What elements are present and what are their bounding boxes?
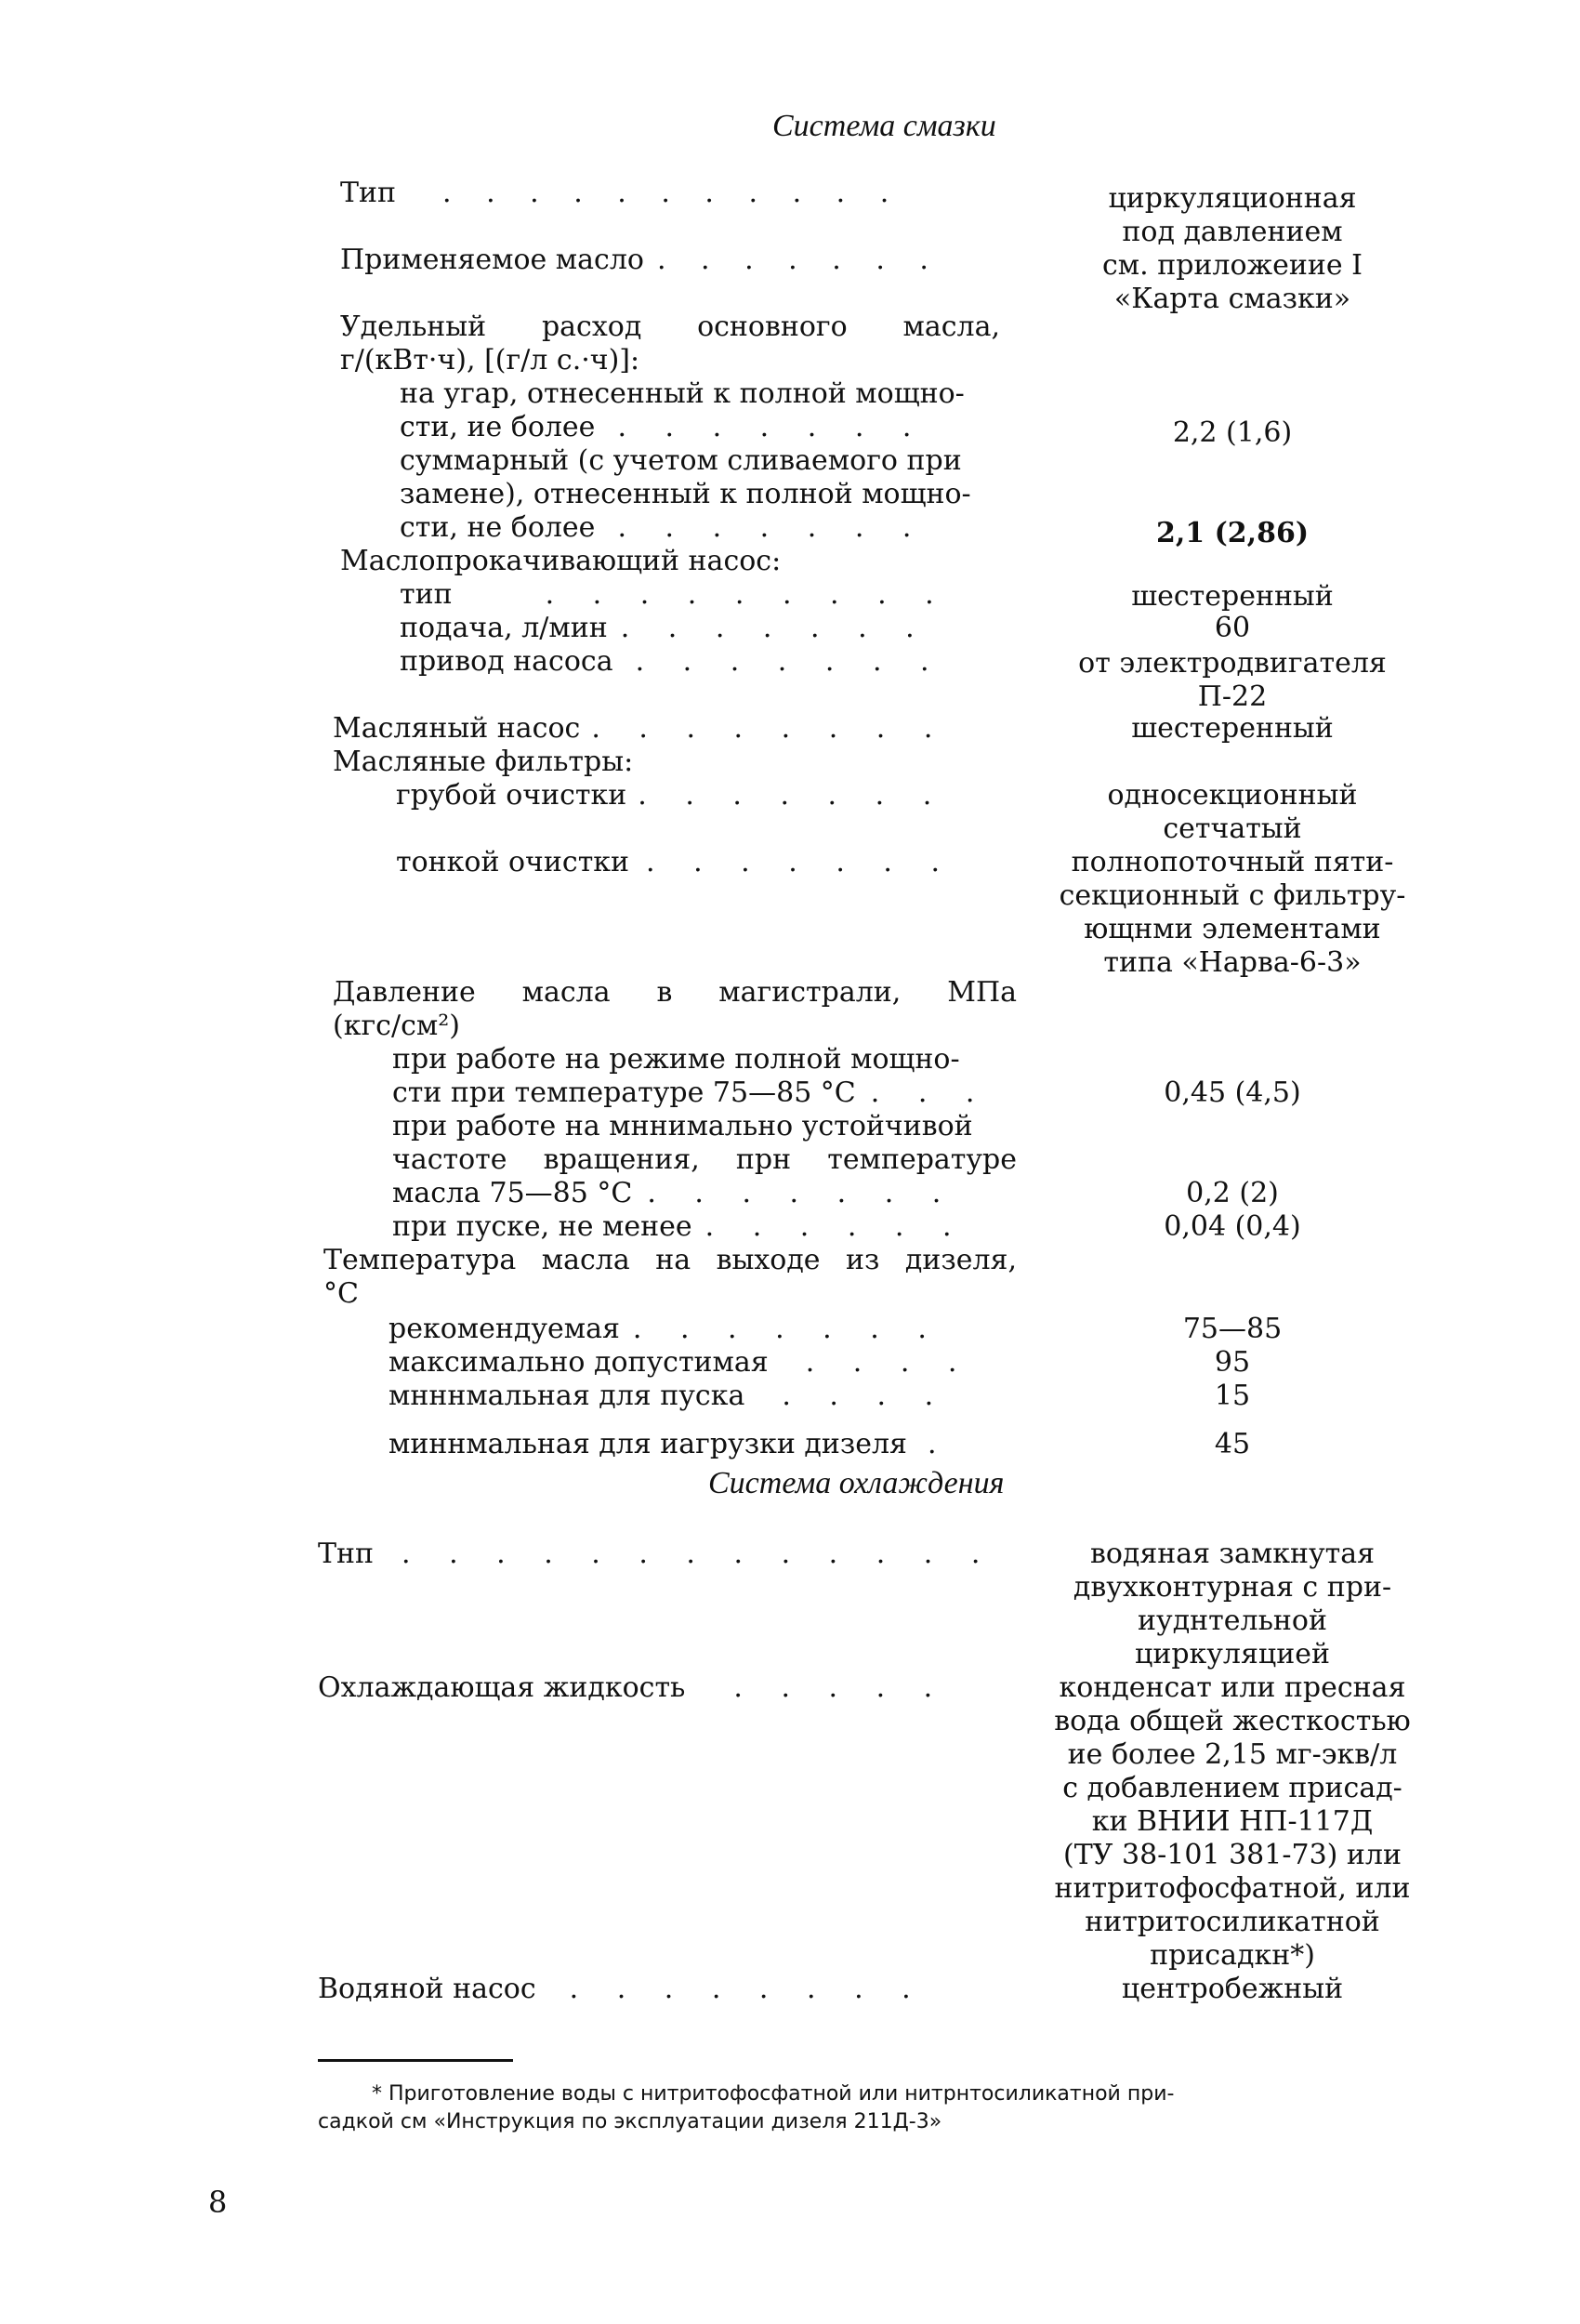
fine-filter-label: тонкой очистки . . . . . . . — [396, 846, 955, 878]
lube-type-value-2: под давлением — [1122, 216, 1343, 248]
dot-leader: . . . . . . . — [638, 779, 947, 812]
dot-leader: . . . . . . . — [656, 244, 941, 276]
cooling-type-value-1: водяная замкнутая — [1089, 1538, 1376, 1570]
water-pump-label: Водяной насос . . . . . . . . — [318, 1973, 926, 2005]
pump-type-value: шестеренный — [1131, 580, 1334, 613]
fine-filter-value-4: типа «Нарва-6-3» — [1103, 946, 1362, 979]
min-start-temp-value: 15 — [1214, 1380, 1251, 1412]
dot-leader: . . . — [870, 1076, 990, 1109]
cooling-type-value-3: иуднтельной — [1138, 1604, 1327, 1637]
min-speed-label-2: частоте вращения, прн температуре — [392, 1143, 1017, 1176]
page-number: 8 — [208, 2185, 228, 2220]
consumption-label-1: Удельный расход основного масла, — [340, 310, 1000, 343]
lube-type-label: Тип . . . . . . . . . . . — [340, 177, 902, 209]
lube-oil-value-1: см. приложеиие I — [1101, 249, 1363, 282]
dot-leader: . . . . . . . . — [591, 712, 948, 745]
total-value: 2,1 (2,86) — [1155, 517, 1310, 549]
min-load-temp-value: 45 — [1214, 1428, 1251, 1460]
section-heading-cooling: Система охлаждения — [708, 1466, 1005, 1500]
pressure-label-1: Давление масла в магистрали, МПа — [333, 976, 1017, 1009]
max-temp-label: максимально допустимая . . . . — [388, 1346, 972, 1379]
dot-leader: . . . . . — [733, 1671, 948, 1704]
total-label-1: суммарный (с учетом сливаемого при — [400, 444, 962, 477]
dot-leader: . . . . . . . . . — [545, 578, 949, 611]
recommended-label: рекомендуемая . . . . . . . — [388, 1313, 941, 1345]
cooling-type-value-2: двухконтурная с при- — [1073, 1571, 1392, 1604]
cooling-type-value-4: циркуляцией — [1135, 1638, 1330, 1670]
dot-leader: . . . . . . . — [635, 645, 944, 678]
recommended-value: 75—85 — [1182, 1313, 1283, 1345]
lube-oil-value-2: «Карта смазки» — [1113, 283, 1351, 315]
coarse-filter-label: грубой очистки . . . . . . . — [396, 779, 947, 812]
max-temp-value: 95 — [1214, 1346, 1251, 1379]
full-power-label-2: сти при температуре 75—85 °С . . . — [392, 1076, 990, 1109]
min-load-temp-label: миннмальная для иагрузки дизеля . — [388, 1428, 937, 1460]
start-label: при пуске, не менее . . . . . . — [392, 1210, 967, 1243]
coolant-value-5: ки ВНИИ НП-117Д — [1091, 1805, 1374, 1838]
dot-leader: . . . . . . . — [617, 411, 927, 443]
section-heading-lubrication: Система смазки — [772, 109, 996, 143]
priming-pump-heading: Маслопрокачивающий насос: — [340, 545, 782, 577]
dot-leader: . . . . . . . — [620, 612, 929, 644]
min-speed-label-3: масла 75—85 °С . . . . . . . — [392, 1177, 956, 1209]
waste-label-2: сти, ие более . . . . . . . — [400, 411, 927, 443]
coolant-label: Охлаждающая жидкость . . . . . — [318, 1671, 948, 1704]
start-value: 0,04 (0,4) — [1164, 1210, 1301, 1243]
min-speed-label-1: при работе на мннимально устойчивой — [392, 1110, 973, 1142]
dot-leader: . . . . . . . . — [569, 1973, 926, 2005]
dot-leader: . . . . . . — [704, 1210, 967, 1243]
coolant-value-3: ие более 2,15 мг-экв/л — [1067, 1738, 1398, 1771]
coolant-value-7: нитритофосфатной, или — [1054, 1872, 1411, 1905]
lube-oil-label: Применяемое масло . . . . . . . — [340, 244, 941, 276]
total-label-2: замене), отнесенный к полной мощно- — [400, 478, 971, 510]
coarse-filter-value-1: односекционный — [1107, 779, 1358, 812]
pump-flow-label: подача, л/мин . . . . . . . — [400, 612, 929, 644]
temp-label-2: °С — [323, 1277, 359, 1310]
waste-label-1: на угар, отнесенный к полной мощно- — [400, 377, 965, 410]
waste-value: 2,2 (1,6) — [1172, 416, 1293, 449]
dot-leader: . — [927, 1428, 937, 1460]
dot-leader: . . . . . . . . . . . — [442, 177, 902, 209]
coolant-value-2: вода общей жесткостью — [1054, 1705, 1411, 1737]
total-label-3: сти, не более . . . . . . . — [400, 511, 927, 544]
pump-drive-value-2: П-22 — [1197, 680, 1268, 713]
temp-label-1: Температура масла на выходе из дизеля, — [323, 1244, 1017, 1276]
dot-leader: . . . . . . . — [617, 511, 927, 544]
coolant-value-1: конденсат или пресная — [1059, 1671, 1406, 1704]
fine-filter-value-2: секционный с фильтру- — [1059, 879, 1406, 912]
consumption-label-2: г/(кВт·ч), [(г/л с.·ч)]: — [340, 344, 640, 376]
full-power-value: 0,45 (4,5) — [1164, 1076, 1301, 1109]
full-power-label-1: при работе на режиме полной мощно- — [392, 1043, 960, 1076]
coolant-value-8: нитритосиликатной — [1085, 1906, 1380, 1938]
coolant-value-9: присадкн*) — [1150, 1939, 1315, 1972]
pump-type-label: тип . . . . . . . . . — [400, 578, 949, 611]
pressure-label-2: (кгс/см²) — [333, 1010, 460, 1042]
min-start-temp-label: мнннмальная для пуска . . . . — [388, 1380, 949, 1412]
pump-flow-value: 60 — [1214, 612, 1251, 644]
oil-pump-label: Масляный насос . . . . . . . . — [333, 712, 948, 745]
filters-heading: Масляные фильтры: — [333, 746, 634, 778]
coarse-filter-value-2: сетчатый — [1163, 812, 1302, 845]
dot-leader: . . . . . . . . . . . . . — [402, 1538, 995, 1570]
fine-filter-value-1: полнопоточный пяти- — [1071, 846, 1394, 878]
dot-leader: . . . . . . . — [632, 1313, 941, 1345]
water-pump-value: центробежный — [1121, 1973, 1344, 2005]
dot-leader: . . . . — [782, 1380, 949, 1412]
dot-leader: . . . . . . . — [647, 1177, 956, 1209]
oil-pump-value: шестеренный — [1131, 712, 1334, 745]
cooling-type-label: Тнп . . . . . . . . . . . . . — [318, 1538, 995, 1570]
pump-drive-label: привод насоса . . . . . . . — [400, 645, 944, 678]
dot-leader: . . . . — [805, 1346, 972, 1379]
footnote-divider — [318, 2059, 513, 2062]
dot-leader: . . . . . . . — [646, 846, 955, 878]
pump-drive-value-1: от электродвигателя — [1078, 647, 1387, 680]
min-speed-value: 0,2 (2) — [1186, 1177, 1279, 1209]
footnote-line-1: * Приготовление воды с нитритофосфатной или нитрнтосиликатной при- — [372, 2082, 1175, 2106]
footnote-line-2: садкой см «Инструкция по эксплуатации дизеля 211Д-3» — [318, 2110, 942, 2133]
coolant-value-4: с добавлением присад- — [1062, 1772, 1402, 1804]
lube-type-value-1: циркуляционная — [1108, 182, 1357, 215]
coolant-value-6: (ТУ 38-101 381-73) или — [1063, 1839, 1402, 1871]
fine-filter-value-3: ющнми элементами — [1084, 913, 1381, 945]
